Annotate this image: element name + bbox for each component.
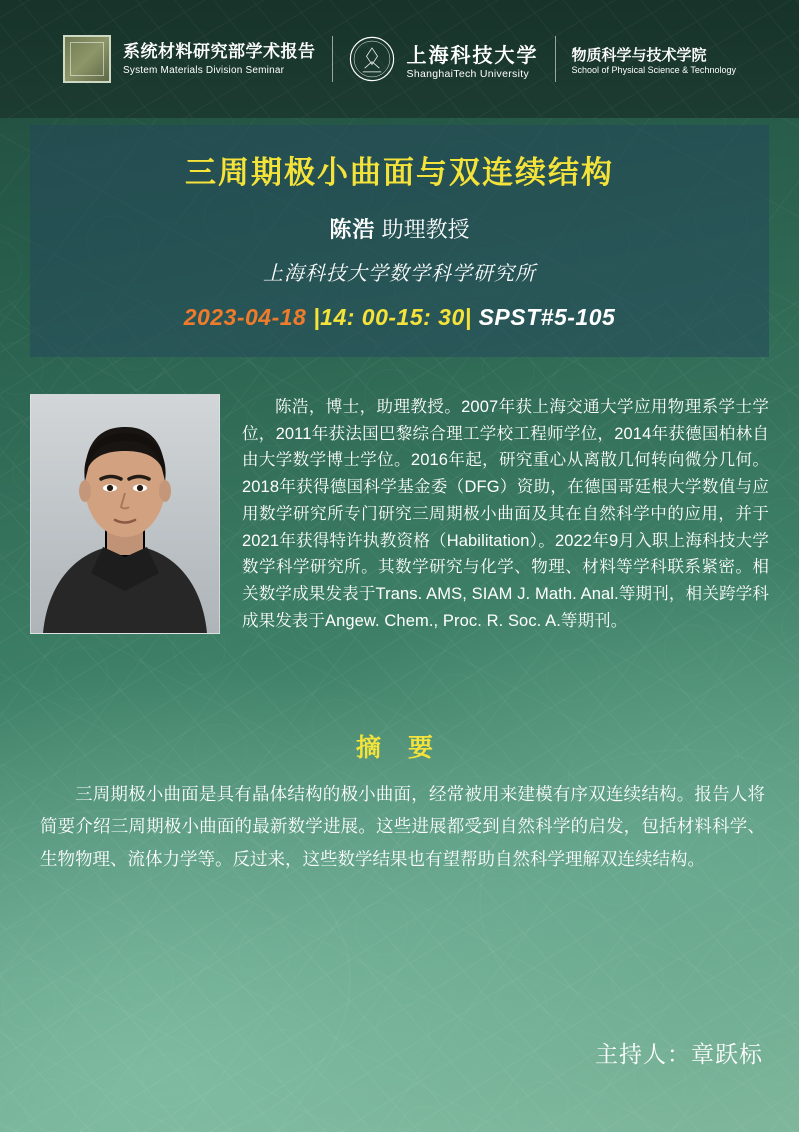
abstract-body: [40, 778, 765, 875]
speaker-portrait: [30, 394, 220, 634]
seminar-title-cn: 系统材料研究部学术报告: [123, 41, 316, 61]
portrait-image: [31, 395, 219, 633]
bio-text-block: [242, 394, 769, 634]
talk-room: SPST#5-105: [478, 304, 616, 331]
talk-time: |14: 00-15: 30|: [313, 304, 472, 331]
talk-datetime: [30, 304, 769, 331]
speaker-affiliation: 上海科技大学数学科学研究所: [263, 263, 536, 286]
seminar-title-en: System Materials Division Seminar: [123, 64, 285, 76]
header-group-seminar: [47, 35, 332, 83]
title-panel: [30, 125, 769, 357]
school-name-en: School of Physical Science & Technology: [571, 64, 736, 75]
speaker-name: 陈浩: [329, 217, 376, 243]
header-group-school: [556, 44, 752, 75]
university-name-en: ShanghaiTech University: [406, 67, 529, 80]
school-name-cn: 物质科学与技术学院: [571, 46, 707, 64]
speaker-line: [30, 213, 769, 244]
host-line: 主持人：章跃标: [595, 1041, 763, 1067]
header-group-university: [333, 36, 555, 82]
seminar-logo-icon: [63, 35, 111, 83]
abstract-paragraph: 三周期极小曲面是具有晶体结构的极小曲面，经常被用来建模有序双连续结构。报告人将简要介绍三周期极小曲面的最新数学进展。这些进展都受到自然科学的启发，包括材料科学、生物物理、流体力学等。反过来，这些数学结果也有望帮助自然科学理解双连续结构。: [40, 784, 765, 869]
bio-paragraph: 陈浩，博士，助理教授。2007年获上海交通大学应用物理系学士学位，2011年获法国巴黎综合理工学校工程师学位，2014年获德国柏林自由大学数学博士学位。2016年起，研究重心从离散几何转向微分几何。2018年获得德国科学基金委（DFG）资助，在德国哥廷根大学数值与应用数学研究所专门研究三周期极小曲面及其在自然科学中的应用，并于2021年获得特许执教资格（Habilitation）。2022年9月入职上海科技大学数学科学研究所。其数学研究与化学、物理、材料等学科联系紧密。相关数学成果发表于Trans. AMS, SIAM J. Math. Anal.等期刊，相关跨学科成果发表于Angew. Chem., Proc. R. Soc. A.等期刊。: [242, 398, 769, 630]
poster-header: [0, 0, 799, 118]
talk-title: 三周期极小曲面与双连续结构: [185, 155, 614, 190]
abstract-heading: 摘 要: [356, 734, 443, 762]
bio-section: [30, 394, 769, 634]
university-name-cn: 上海科技大学: [406, 44, 539, 67]
shanghaitech-seal-icon: [349, 36, 395, 82]
talk-date: 2023-04-18: [183, 304, 307, 331]
speaker-rank: 助理教授: [381, 217, 470, 243]
